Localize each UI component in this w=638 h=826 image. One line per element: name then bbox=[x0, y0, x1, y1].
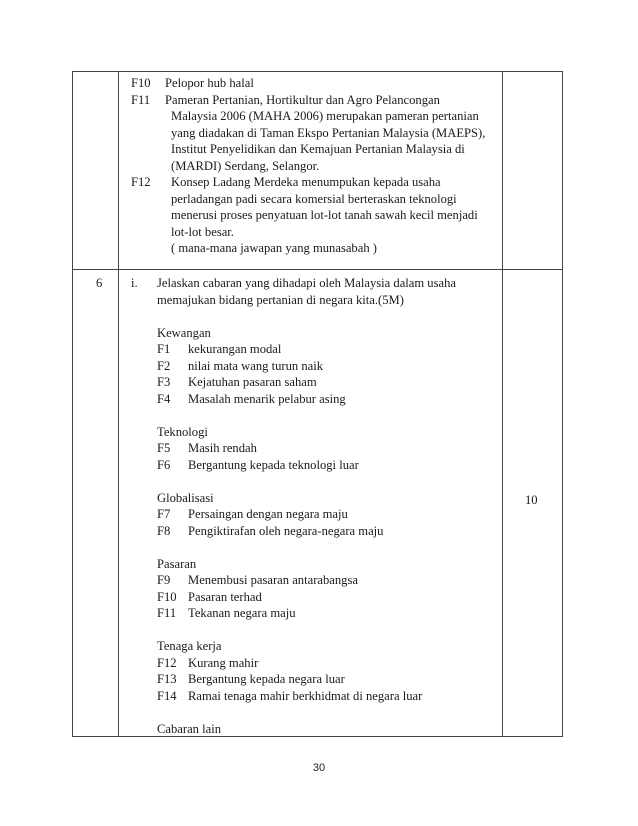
item-text: Bergantung kepada negara luar bbox=[188, 672, 345, 686]
item-code: F2 bbox=[157, 358, 171, 373]
list-item bbox=[157, 341, 517, 358]
item-code: F9 bbox=[157, 573, 171, 587]
question-number: 6 bbox=[96, 276, 103, 290]
item-code: F6 bbox=[157, 457, 171, 472]
item-text-continued: Malaysia 2006 (MAHA 2006) merupakan pameran pertanian bbox=[171, 109, 479, 123]
item-code: F1 bbox=[157, 342, 171, 356]
item-text: Pameran Pertanian, Hortikultur dan Agro Pelancongan bbox=[165, 92, 440, 107]
item-code: F11 bbox=[131, 92, 151, 107]
list-item bbox=[157, 655, 517, 672]
item-text: Konsep Ladang Merdeka menumpukan kepada usaha bbox=[171, 175, 441, 189]
list-item bbox=[157, 589, 517, 606]
item-text-continued: Institut Penyelidikan dan Kemajuan Pertanian Malaysia di bbox=[171, 142, 465, 156]
item-code: F8 bbox=[157, 523, 171, 538]
list-item bbox=[157, 605, 517, 622]
answer-item-f11 bbox=[131, 92, 511, 109]
list-item bbox=[157, 457, 517, 474]
item-code: F13 bbox=[157, 672, 177, 686]
item-text-continued: yang diadakan di Taman Ekspo Pertanian Malaysia (MAEPS), bbox=[171, 125, 486, 140]
group-heading-globalisasi: Globalisasi bbox=[157, 490, 214, 505]
item-code: F5 bbox=[157, 441, 171, 455]
answer-item-f10 bbox=[131, 75, 511, 92]
answer-item-f12 bbox=[131, 174, 511, 191]
question-text: memajukan bidang pertanian di negara kita.(5M) bbox=[157, 292, 404, 307]
item-code: F4 bbox=[157, 391, 171, 406]
column-divider bbox=[118, 72, 119, 736]
item-code: F10 bbox=[131, 76, 151, 90]
item-text-continued: lot-lot besar. bbox=[171, 224, 234, 239]
list-item bbox=[157, 374, 517, 391]
group-heading-pasaran: Pasaran bbox=[157, 556, 197, 571]
item-text: kekurangan modal bbox=[188, 342, 282, 356]
question-sub-number: i. bbox=[131, 276, 138, 290]
item-code: F11 bbox=[157, 606, 177, 620]
item-text: Ramai tenaga mahir berkhidmat di negara luar bbox=[188, 688, 423, 703]
list-item bbox=[157, 572, 517, 589]
list-item bbox=[157, 523, 517, 540]
question-answer-cell bbox=[157, 275, 517, 737]
item-code: F12 bbox=[157, 655, 177, 670]
list-item bbox=[157, 671, 517, 688]
item-text: Masih rendah bbox=[188, 441, 257, 455]
item-code: F3 bbox=[157, 375, 171, 389]
answer-table bbox=[72, 71, 563, 737]
list-item bbox=[157, 391, 517, 408]
marks-value: 10 bbox=[525, 493, 538, 507]
group-heading-cabaran-lain: Cabaran lain bbox=[157, 721, 221, 736]
item-code: F14 bbox=[157, 688, 177, 703]
item-text: Masalah menarik pelabur asing bbox=[188, 391, 346, 406]
list-item bbox=[157, 506, 517, 523]
item-code: F7 bbox=[157, 507, 171, 521]
item-text: Kurang mahir bbox=[188, 655, 259, 670]
list-item bbox=[157, 440, 517, 457]
item-text: Bergantung kepada teknologi luar bbox=[188, 457, 359, 472]
item-code: F10 bbox=[157, 589, 177, 604]
answer-note: ( mana-mana jawapan yang munasabah ) bbox=[171, 241, 377, 255]
item-text: Menembusi pasaran antarabangsa bbox=[188, 573, 358, 587]
item-text: nilai mata wang turun naik bbox=[188, 358, 323, 373]
item-text-continued: menerusi proses penyatuan lot-lot tanah sawah kecil menjadi bbox=[171, 208, 478, 222]
item-code: F12 bbox=[131, 175, 151, 189]
group-heading-kewangan: Kewangan bbox=[157, 325, 211, 340]
row-divider bbox=[73, 269, 562, 270]
group-heading-tenaga-kerja: Tenaga kerja bbox=[157, 639, 222, 653]
previous-answer-cell bbox=[131, 75, 511, 257]
item-text: Pengiktirafan oleh negara-negara maju bbox=[188, 523, 384, 538]
item-text-continued: (MARDI) Serdang, Selangor. bbox=[171, 158, 320, 173]
page-number: 30 bbox=[312, 762, 326, 774]
item-text: Tekanan negara maju bbox=[188, 606, 296, 620]
item-text: Kejatuhan pasaran saham bbox=[188, 375, 317, 389]
list-item bbox=[157, 688, 517, 705]
item-text-continued: perladangan padi secara komersial berteraskan teknologi bbox=[171, 191, 457, 206]
item-text: Persaingan dengan negara maju bbox=[188, 507, 348, 521]
list-item bbox=[157, 358, 517, 375]
item-text: Pasaran terhad bbox=[188, 589, 262, 604]
item-text: Pelopor hub halal bbox=[165, 76, 254, 90]
group-heading-teknologi: Teknologi bbox=[157, 424, 208, 439]
question-text: Jelaskan cabaran yang dihadapi oleh Malaysia dalam usaha bbox=[157, 276, 456, 290]
